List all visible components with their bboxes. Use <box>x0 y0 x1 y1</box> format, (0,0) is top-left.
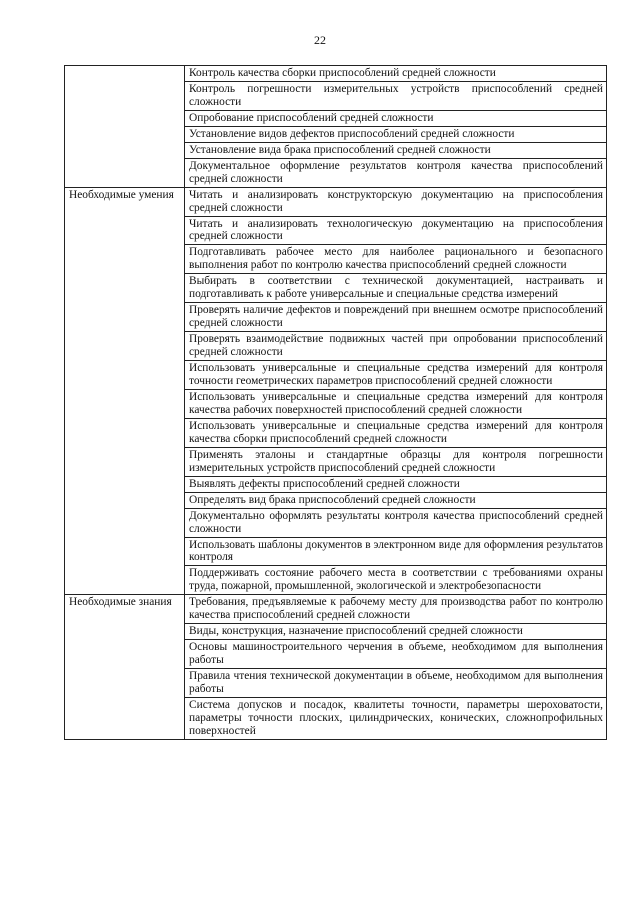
table-row <box>65 187 607 216</box>
requirement-item: Выбирать в соответствии с технической документацией, настраивать и подготавливать к работе универсальные и специальные средства измерений <box>185 274 607 303</box>
requirements-table <box>64 65 607 740</box>
requirement-item: Система допусков и посадок, квалитеты точности, параметры шероховатости, параметры точности плоских, цилиндрических, конических, сложнопрофильных поверхностей <box>185 697 607 739</box>
requirement-item: Требования, предъявляемые к рабочему месту для производства работ по контролю качества приспособлений средней сложности <box>185 595 607 624</box>
requirement-item: Поддерживать состояние рабочего места в соответствии с требованиями охраны труда, пожарной, промышленной, экологической и электробезопасности <box>185 566 607 595</box>
page-number: 22 <box>314 33 326 47</box>
requirement-item: Установление видов дефектов приспособлений средней сложности <box>185 126 607 142</box>
requirement-item: Использовать универсальные и специальные средства измерений для контроля качества рабочих поверхностей приспособлений средней сложности <box>185 389 607 418</box>
requirement-item: Основы машиностроительного черчения в объеме, необходимом для выполнения работы <box>185 640 607 669</box>
requirements-table-body <box>65 66 607 740</box>
section-label: Необходимые знания <box>65 595 185 740</box>
table-row <box>65 66 607 82</box>
requirement-item: Контроль качества сборки приспособлений средней сложности <box>185 66 607 82</box>
requirement-item: Использовать шаблоны документов в электронном виде для оформления результатов контроля <box>185 537 607 566</box>
section-label: Необходимые умения <box>65 187 185 595</box>
requirement-item: Использовать универсальные и специальные средства измерений для контроля точности геометрических параметров приспособлений средней сложности <box>185 361 607 390</box>
requirement-item: Определять вид брака приспособлений средней сложности <box>185 492 607 508</box>
requirement-item: Проверять наличие дефектов и повреждений при внешнем осмотре приспособлений средней сложности <box>185 303 607 332</box>
requirement-item: Контроль погрешности измерительных устройств приспособлений средней сложности <box>185 81 607 110</box>
requirement-item: Правила чтения технической документации в объеме, необходимом для выполнения работы <box>185 669 607 698</box>
requirement-item: Опробование приспособлений средней сложности <box>185 110 607 126</box>
requirement-item: Документальное оформление результатов контроля качества приспособлений средней сложности <box>185 158 607 187</box>
table-row <box>65 595 607 624</box>
section-label <box>65 66 185 188</box>
requirement-item: Виды, конструкция, назначение приспособлений средней сложности <box>185 624 607 640</box>
requirement-item: Применять эталоны и стандартные образцы для контроля погрешности измерительных устройств приспособлений средней сложности <box>185 447 607 476</box>
requirement-item: Проверять взаимодействие подвижных частей при опробовании приспособлений средней сложности <box>185 332 607 361</box>
requirement-item: Документально оформлять результаты контроля качества приспособлений средней сложности <box>185 508 607 537</box>
requirement-item: Читать и анализировать конструкторскую документацию на приспособления средней сложности <box>185 187 607 216</box>
requirement-item: Выявлять дефекты приспособлений средней сложности <box>185 476 607 492</box>
requirement-item: Читать и анализировать технологическую документацию на приспособления средней сложности <box>185 216 607 245</box>
requirement-item: Использовать универсальные и специальные средства измерений для контроля качества сборки приспособлений средней сложности <box>185 418 607 447</box>
requirement-item: Установление вида брака приспособлений средней сложности <box>185 142 607 158</box>
requirement-item: Подготавливать рабочее место для наиболее рационального и безопасного выполнения работ по контролю качества приспособлений средней сложности <box>185 245 607 274</box>
